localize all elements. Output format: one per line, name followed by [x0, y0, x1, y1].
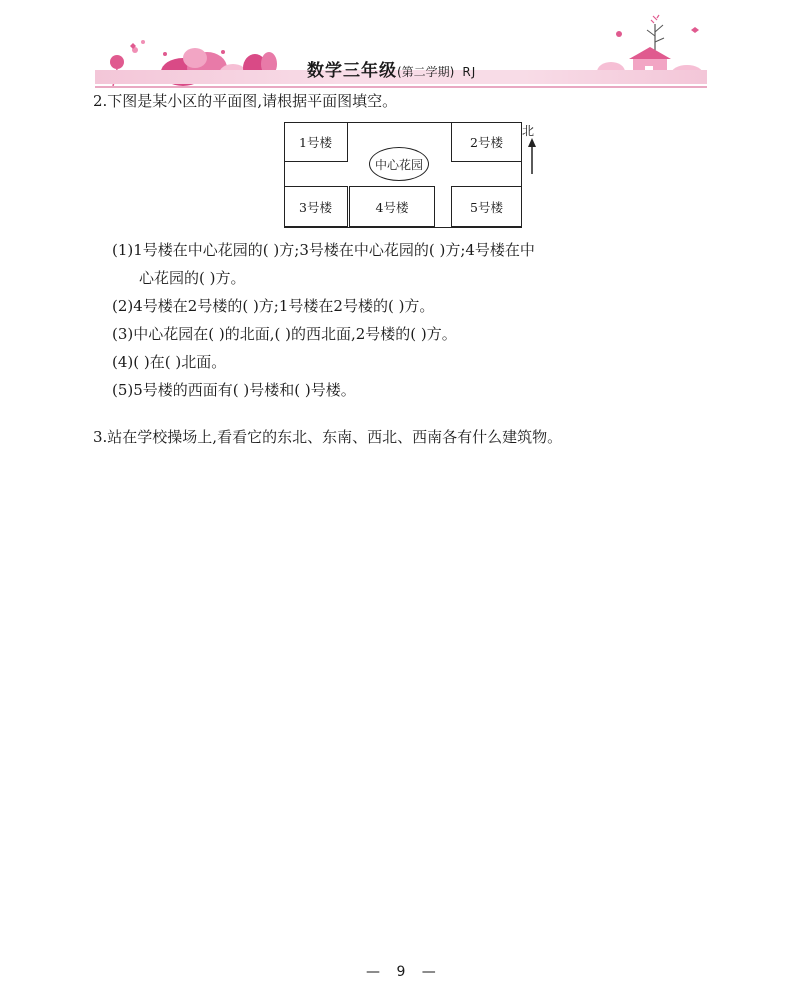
community-map [284, 122, 522, 228]
header-rule [95, 86, 707, 88]
item-1-line-1: (1)1号楼在中心花园的( )方;3号楼在中心花园的( )方;4号楼在中 [112, 241, 535, 259]
building-2: 2号楼 [451, 122, 522, 162]
page-number: — 9 — [366, 964, 442, 980]
question-2-items [112, 236, 712, 404]
item-2: (2)4号楼在2号楼的( )方;1号楼在2号楼的( )方。 [112, 297, 435, 315]
north-arrow-icon [527, 138, 537, 174]
book-title-term: (第二学期) [397, 65, 455, 79]
question-2-stem: 2.下图是某小区的平面图,请根据平面图填空。 [93, 92, 398, 110]
item-5: (5)5号楼的西面有( )号楼和( )号楼。 [112, 381, 356, 399]
edition-tag: RJ [462, 65, 477, 79]
building-5: 5号楼 [451, 186, 522, 227]
building-3: 3号楼 [284, 186, 348, 227]
building-4: 4号楼 [349, 186, 435, 227]
north-label: 北 [522, 124, 535, 138]
book-title-main: 数学三年级 [307, 61, 397, 81]
central-garden: 中心花园 [369, 147, 429, 181]
question-3-stem: 3.站在学校操场上,看看它的东北、东南、西北、西南各有什么建筑物。 [93, 428, 563, 446]
item-3: (3)中心花园在( )的北面,( )的西北面,2号楼的( )方。 [112, 325, 457, 343]
book-title [307, 56, 476, 81]
item-1-line-2: 心花园的( )方。 [139, 269, 246, 287]
building-1: 1号楼 [284, 122, 348, 162]
page-header [95, 14, 707, 90]
item-4: (4)( )在( )北面。 [112, 353, 227, 371]
